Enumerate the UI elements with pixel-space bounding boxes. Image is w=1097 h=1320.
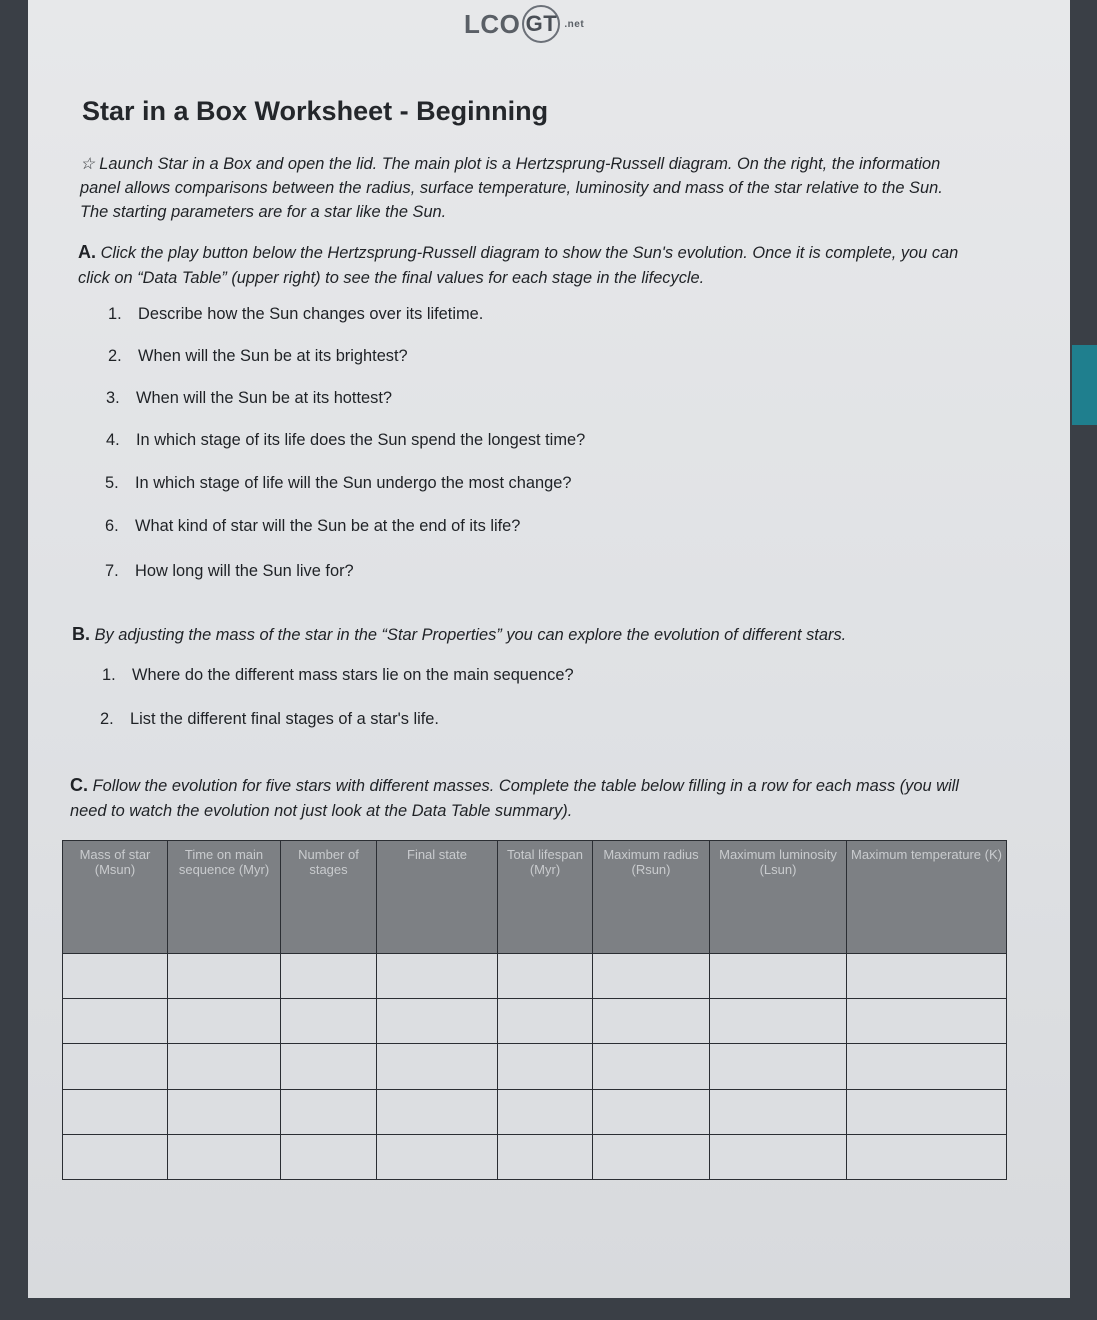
intro-paragraph xyxy=(80,152,960,224)
question-a1: 1. Describe how the Sun changes over its lifetime. xyxy=(108,305,484,323)
table-cell[interactable] xyxy=(498,1134,593,1179)
intro-text: Launch Star in a Box and open the lid. The main plot is a Hertzsprung-Russell diagram. On the right, the information panel allows comparisons between the radius, surface temperature, luminosity and mass of the star relative to the Sun. The starting parameters are for a star like the Sun. xyxy=(80,155,943,221)
table-cell[interactable] xyxy=(593,1134,710,1179)
lcogt-logo xyxy=(464,4,584,44)
table-cell[interactable] xyxy=(281,1044,377,1089)
header-mass: Mass of star (Msun) xyxy=(63,841,168,954)
question-a6: 6. What kind of star will the Sun be at the end of its life? xyxy=(105,517,521,535)
table-cell[interactable] xyxy=(498,999,593,1044)
table-cell[interactable] xyxy=(377,1044,498,1089)
header-final-state: Final state xyxy=(377,841,498,954)
table-cell[interactable] xyxy=(168,1089,281,1134)
table-cell[interactable] xyxy=(498,1089,593,1134)
section-a-text: Click the play button below the Hertzsprung-Russell diagram to show the Sun's evolution. Once it is complete, you can click on “Data Table” (upper right) to see the final values for each stage in the lifecycle. xyxy=(78,244,959,287)
page-title: Star in a Box Worksheet - Beginning xyxy=(82,96,549,126)
table-cell[interactable] xyxy=(847,1134,1007,1179)
table-cell[interactable] xyxy=(847,1089,1007,1134)
logo-globe-text: GT xyxy=(525,11,558,36)
section-a xyxy=(78,240,978,291)
section-c-text: Follow the evolution for five stars with different masses. Complete the table below filling in a row for each mass (you will need to watch the evolution not just look at the Data Table summary). xyxy=(70,777,959,820)
table-cell[interactable] xyxy=(498,954,593,999)
table-cell[interactable] xyxy=(593,999,710,1044)
table-cell[interactable] xyxy=(168,954,281,999)
table-row xyxy=(63,1089,1007,1134)
evolution-table xyxy=(62,840,1007,1180)
table-cell[interactable] xyxy=(498,1044,593,1089)
table-header-row xyxy=(63,841,1007,954)
table-cell[interactable] xyxy=(281,954,377,999)
table-cell[interactable] xyxy=(847,999,1007,1044)
table-cell[interactable] xyxy=(281,1089,377,1134)
table-cell[interactable] xyxy=(281,999,377,1044)
header-main-sequence-time: Time on main sequence (Myr) xyxy=(168,841,281,954)
logo-suffix: .net xyxy=(564,18,585,30)
table-cell[interactable] xyxy=(168,999,281,1044)
header-total-lifespan: Total lifespan (Myr) xyxy=(498,841,593,954)
table-cell[interactable] xyxy=(847,954,1007,999)
table-row xyxy=(63,954,1007,999)
table-row xyxy=(63,1044,1007,1089)
question-a2: 2. When will the Sun be at its brightest? xyxy=(108,347,408,365)
table-row xyxy=(63,1134,1007,1179)
table-cell[interactable] xyxy=(281,1134,377,1179)
table-cell[interactable] xyxy=(710,1134,847,1179)
table-cell[interactable] xyxy=(593,1044,710,1089)
table-cell[interactable] xyxy=(377,954,498,999)
header-maximum-radius: Maximum radius (Rsun) xyxy=(593,841,710,954)
worksheet-page xyxy=(28,0,1070,1298)
logo-text: LCO xyxy=(464,8,521,39)
table-cell[interactable] xyxy=(63,1089,168,1134)
question-b1: 1. Where do the different mass stars lie on the main sequence? xyxy=(102,666,574,684)
question-a3: 3. When will the Sun be at its hottest? xyxy=(106,389,393,407)
table-cell[interactable] xyxy=(377,1134,498,1179)
globe-icon xyxy=(522,5,560,43)
section-c-letter: C. xyxy=(70,775,88,795)
table-cell[interactable] xyxy=(377,999,498,1044)
header-maximum-luminosity: Maximum luminosity (Lsun) xyxy=(710,841,847,954)
section-c xyxy=(70,773,990,824)
table-row xyxy=(63,999,1007,1044)
table-cell[interactable] xyxy=(847,1044,1007,1089)
section-b xyxy=(72,622,972,648)
table-cell[interactable] xyxy=(168,1044,281,1089)
star-outline-icon: ☆ xyxy=(80,155,95,173)
section-a-letter: A. xyxy=(78,242,96,262)
table-cell[interactable] xyxy=(710,999,847,1044)
table-cell[interactable] xyxy=(710,1044,847,1089)
table-cell[interactable] xyxy=(710,954,847,999)
table-cell[interactable] xyxy=(63,999,168,1044)
question-b2: 2. List the different final stages of a star's life. xyxy=(100,710,439,728)
table-cell[interactable] xyxy=(593,954,710,999)
table-cell[interactable] xyxy=(63,1044,168,1089)
header-number-of-stages: Number of stages xyxy=(281,841,377,954)
table-cell[interactable] xyxy=(168,1134,281,1179)
table-body xyxy=(63,954,1007,1180)
question-a4: 4. In which stage of its life does the Sun spend the longest time? xyxy=(106,431,586,449)
table-cell[interactable] xyxy=(63,1134,168,1179)
section-b-letter: B. xyxy=(72,624,90,644)
question-a7: 7. How long will the Sun live for? xyxy=(105,562,354,580)
question-a5: 5. In which stage of life will the Sun undergo the most change? xyxy=(105,474,572,492)
table-cell[interactable] xyxy=(710,1089,847,1134)
section-b-text: By adjusting the mass of the star in the “Star Properties” you can explore the evolution of different stars. xyxy=(94,626,847,644)
background-strip xyxy=(1072,345,1097,425)
table-cell[interactable] xyxy=(63,954,168,999)
table-cell[interactable] xyxy=(593,1089,710,1134)
table-cell[interactable] xyxy=(377,1089,498,1134)
header-maximum-temperature: Maximum temperature (K) xyxy=(847,841,1007,954)
